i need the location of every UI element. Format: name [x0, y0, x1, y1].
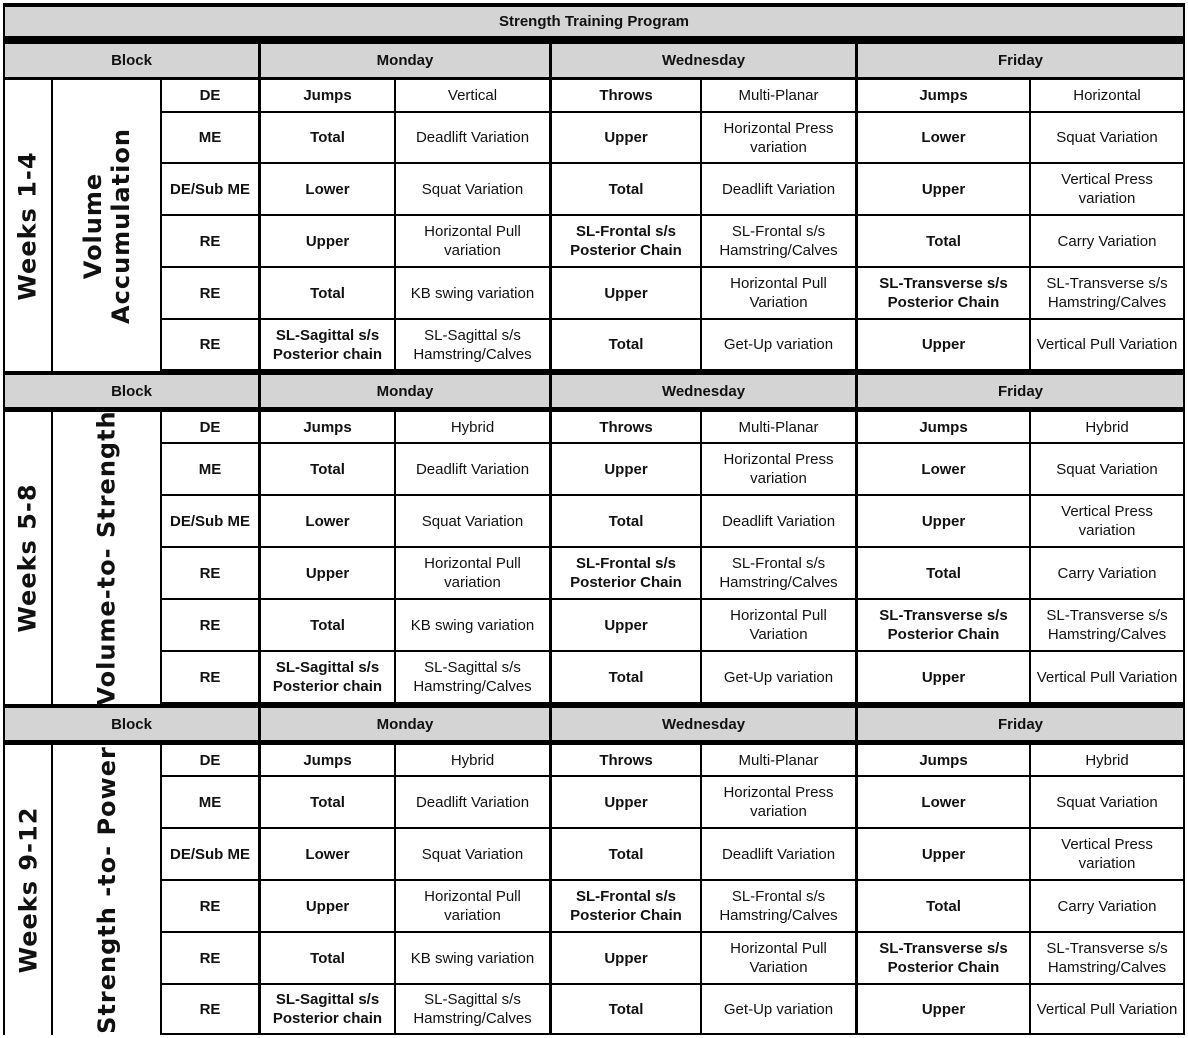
exercise-cell: Lower	[858, 777, 1029, 827]
day-header-wednesday-2: Wednesday	[552, 375, 855, 407]
exercise-cell: Carry Variation	[1031, 881, 1183, 931]
method-cell: DE	[162, 745, 258, 775]
exercise-cell: Total	[552, 164, 700, 214]
exercise-cell: Deadlift Variation	[396, 777, 549, 827]
exercise-cell: Total	[261, 600, 394, 650]
method-cell: RE	[162, 320, 258, 369]
exercise-cell: Upper	[552, 933, 700, 983]
phase-label-text	[79, 128, 135, 324]
exercise-cell: Lower	[858, 113, 1029, 162]
exercise-cell: SL-Transverse s/s Hamstring/Calves	[1031, 933, 1183, 983]
day-header-friday-1: Friday	[858, 44, 1183, 77]
exercise-cell: Horizontal Press variation	[702, 777, 855, 827]
exercise-cell: Total	[261, 444, 394, 494]
exercise-cell: Squat Variation	[1031, 113, 1183, 162]
exercise-cell: Lower	[858, 444, 1029, 494]
phase-label-2	[53, 412, 160, 704]
exercise-cell: Total	[858, 216, 1029, 266]
method-cell: ME	[162, 444, 258, 494]
method-cell: ME	[162, 777, 258, 827]
exercise-cell: Deadlift Variation	[702, 496, 855, 546]
method-cell: DE/Sub ME	[162, 829, 258, 879]
block-header-2: Block	[5, 375, 258, 407]
method-cell: DE/Sub ME	[162, 164, 258, 214]
exercise-cell: SL-Frontal s/s Hamstring/Calves	[702, 216, 855, 266]
exercise-cell: Jumps	[858, 745, 1029, 775]
exercise-cell: Total	[261, 113, 394, 162]
exercise-cell: Squat Variation	[396, 164, 549, 214]
block-header-1: Block	[5, 44, 258, 77]
exercise-cell: Jumps	[858, 80, 1029, 111]
exercise-cell: KB swing variation	[396, 268, 549, 318]
phase-label-3	[53, 745, 160, 1035]
exercise-cell: Upper	[858, 164, 1029, 214]
exercise-cell: SL-Sagittal s/s Posterior chain	[261, 320, 394, 369]
exercise-cell: Total	[552, 985, 700, 1033]
method-cell: DE/Sub ME	[162, 496, 258, 546]
method-cell: RE	[162, 268, 258, 318]
exercise-cell: Total	[858, 548, 1029, 598]
exercise-cell: Upper	[552, 444, 700, 494]
exercise-cell: Upper	[261, 216, 394, 266]
exercise-cell: Squat Variation	[396, 829, 549, 879]
method-cell: RE	[162, 985, 258, 1033]
day-header-wednesday-3: Wednesday	[552, 708, 855, 740]
exercise-cell: Deadlift Variation	[702, 164, 855, 214]
exercise-cell: Get-Up variation	[702, 652, 855, 702]
exercise-cell: Horizontal Pull variation	[396, 881, 549, 931]
exercise-cell: Upper	[858, 320, 1029, 369]
exercise-cell: SL-Frontal s/s Posterior Chain	[552, 216, 700, 266]
exercise-cell: Throws	[552, 80, 700, 111]
exercise-cell: Hybrid	[1031, 745, 1183, 775]
exercise-cell: Squat Variation	[396, 496, 549, 546]
exercise-cell: Upper	[261, 881, 394, 931]
exercise-cell: Upper	[858, 652, 1029, 702]
exercise-cell: Get-Up variation	[702, 985, 855, 1033]
exercise-cell: Lower	[261, 829, 394, 879]
exercise-cell: SL-Sagittal s/s Posterior chain	[261, 985, 394, 1033]
exercise-cell: Deadlift Variation	[396, 444, 549, 494]
exercise-cell: Total	[261, 933, 394, 983]
exercise-cell: Upper	[552, 777, 700, 827]
exercise-cell: Jumps	[261, 80, 394, 111]
exercise-cell: Total	[552, 652, 700, 702]
exercise-cell: Multi-Planar	[702, 80, 855, 111]
exercise-cell: Vertical Pull Variation	[1031, 320, 1183, 369]
exercise-cell: Horizontal Pull Variation	[702, 933, 855, 983]
exercise-cell: SL-Transverse s/s Hamstring/Calves	[1031, 268, 1183, 318]
weeks-label-3	[5, 745, 51, 1035]
exercise-cell: SL-Sagittal s/s Hamstring/Calves	[396, 652, 549, 702]
exercise-cell: Hybrid	[396, 412, 549, 442]
method-cell: DE	[162, 80, 258, 111]
day-header-friday-2: Friday	[858, 375, 1183, 407]
exercise-cell: Total	[552, 829, 700, 879]
exercise-cell: Horizontal Press variation	[702, 444, 855, 494]
exercise-cell: Multi-Planar	[702, 412, 855, 442]
exercise-cell: Throws	[552, 745, 700, 775]
phase-label-1	[53, 80, 160, 371]
day-header-monday-1: Monday	[261, 44, 549, 77]
day-header-monday-2: Monday	[261, 375, 549, 407]
method-cell: RE	[162, 600, 258, 650]
program-title: Strength Training Program	[5, 7, 1183, 36]
exercise-cell: Horizontal Pull Variation	[702, 268, 855, 318]
exercise-cell: SL-Transverse s/s Hamstring/Calves	[1031, 600, 1183, 650]
exercise-cell: Hybrid	[1031, 412, 1183, 442]
exercise-cell: Deadlift Variation	[702, 829, 855, 879]
method-cell: RE	[162, 216, 258, 266]
exercise-cell: Vertical Press variation	[1031, 829, 1183, 879]
exercise-cell: Get-Up variation	[702, 320, 855, 369]
exercise-cell: Upper	[858, 829, 1029, 879]
exercise-cell: Horizontal	[1031, 80, 1183, 111]
weeks-label-2-text: Weeks 5-8	[14, 483, 43, 633]
exercise-cell: SL-Frontal s/s Hamstring/Calves	[702, 881, 855, 931]
exercise-cell: Vertical Press variation	[1031, 496, 1183, 546]
exercise-cell: Total	[858, 881, 1029, 931]
exercise-cell: Lower	[261, 164, 394, 214]
exercise-cell: Horizontal Pull Variation	[702, 600, 855, 650]
exercise-cell: Upper	[552, 268, 700, 318]
exercise-cell: Hybrid	[396, 745, 549, 775]
exercise-cell: Lower	[261, 496, 394, 546]
exercise-cell: Carry Variation	[1031, 216, 1183, 266]
exercise-cell: Upper	[261, 548, 394, 598]
exercise-cell: Throws	[552, 412, 700, 442]
exercise-cell: KB swing variation	[396, 600, 549, 650]
phase-line: Strength -to- Power	[92, 746, 121, 1034]
exercise-cell: Squat Variation	[1031, 444, 1183, 494]
exercise-cell: SL-Transverse s/s Posterior Chain	[858, 268, 1029, 318]
exercise-cell: Jumps	[261, 412, 394, 442]
exercise-cell: Squat Variation	[1031, 777, 1183, 827]
phase-line: Accumulation	[106, 127, 135, 324]
method-cell: ME	[162, 113, 258, 162]
exercise-cell: Total	[552, 320, 700, 369]
exercise-cell: SL-Transverse s/s Posterior Chain	[858, 600, 1029, 650]
exercise-cell: SL-Frontal s/s Posterior Chain	[552, 881, 700, 931]
exercise-cell: Deadlift Variation	[396, 113, 549, 162]
exercise-cell: Horizontal Press variation	[702, 113, 855, 162]
phase-line: Volume-to- Strength	[92, 410, 121, 706]
exercise-cell: Upper	[858, 496, 1029, 546]
exercise-cell: Vertical Press variation	[1031, 164, 1183, 214]
weeks-label-3-text: Weeks 9-12	[14, 806, 42, 974]
day-header-wednesday-1: Wednesday	[552, 44, 855, 77]
exercise-cell: SL-Sagittal s/s Hamstring/Calves	[396, 985, 549, 1033]
exercise-cell: Upper	[858, 985, 1029, 1033]
exercise-cell: Total	[261, 777, 394, 827]
method-cell: RE	[162, 548, 258, 598]
method-cell: RE	[162, 933, 258, 983]
exercise-cell: SL-Frontal s/s Posterior Chain	[552, 548, 700, 598]
exercise-cell: SL-Transverse s/s Posterior Chain	[858, 933, 1029, 983]
exercise-cell: Vertical	[396, 80, 549, 111]
weeks-label-2	[5, 412, 51, 704]
exercise-cell: SL-Frontal s/s Hamstring/Calves	[702, 548, 855, 598]
exercise-cell: Carry Variation	[1031, 548, 1183, 598]
block-header-3: Block	[5, 708, 258, 740]
exercise-cell: Upper	[552, 600, 700, 650]
exercise-cell: Multi-Planar	[702, 745, 855, 775]
exercise-cell: Total	[552, 496, 700, 546]
exercise-cell: KB swing variation	[396, 933, 549, 983]
weeks-label-1	[5, 80, 51, 371]
exercise-cell: Vertical Pull Variation	[1031, 985, 1183, 1033]
method-cell: RE	[162, 881, 258, 931]
exercise-cell: Horizontal Pull variation	[396, 216, 549, 266]
method-cell: RE	[162, 652, 258, 702]
exercise-cell: Jumps	[261, 745, 394, 775]
phase-label-text	[93, 746, 121, 1034]
exercise-cell: Upper	[552, 113, 700, 162]
method-cell: DE	[162, 412, 258, 442]
phase-label-text	[93, 410, 121, 705]
day-header-friday-3: Friday	[858, 708, 1183, 740]
day-header-monday-3: Monday	[261, 708, 549, 740]
exercise-cell: Vertical Pull Variation	[1031, 652, 1183, 702]
exercise-cell: Total	[261, 268, 394, 318]
weeks-label-1-text: Weeks 1-4	[14, 150, 43, 301]
exercise-cell: Horizontal Pull variation	[396, 548, 549, 598]
exercise-cell: SL-Sagittal s/s Posterior chain	[261, 652, 394, 702]
exercise-cell: Jumps	[858, 412, 1029, 442]
phase-line: Volume	[78, 172, 107, 279]
exercise-cell: SL-Sagittal s/s Hamstring/Calves	[396, 320, 549, 369]
